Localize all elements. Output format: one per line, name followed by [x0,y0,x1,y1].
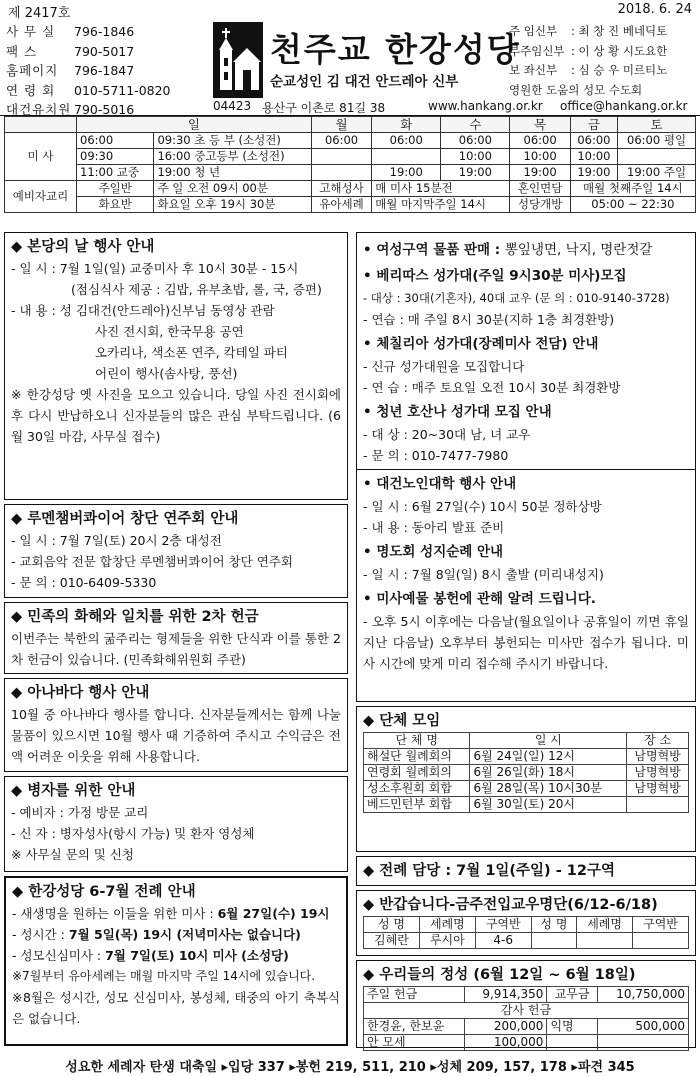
notice-note: ※ 한강성당 옛 사진을 모으고 있습니다. 당일 사진 전시회에 후 다시 반납하오니 신자분들의 많은 관심 부탁드립니다. (6월 30일 마감, 사무실 접수) [11,387,341,444]
table-header-cell: 일 [77,117,312,133]
notice-line: ※7월부터 유아세례는 매월 마지막 주일 14시에 있습니다. [12,969,316,983]
contact-label: 홈페이지 [6,63,59,78]
contact-row [6,22,206,42]
table-cell: 고해성사 [311,181,371,197]
announcement-line: - 신규 성가대원을 모집합니다 [363,359,525,374]
contact-row [6,61,206,81]
table-row [364,797,689,813]
table-cell: 500,000 [597,1019,688,1035]
announcement-title: • 청년 호산나 성가대 모집 안내 [363,404,552,420]
table-row [364,781,689,797]
announcement-value: 뽕잎냉면, 낙지, 명란젓갈 [504,242,653,258]
table-header-cell: 단 체 명 [364,733,470,749]
table-cell [547,1035,597,1051]
table-cell: 성소후원회 회합 [364,781,470,797]
clergy-list [509,22,699,100]
clergy-name: : 최 창 진 베네딕토 [571,24,668,38]
table-cell: 매월 첫째주일 14시 [570,181,695,197]
table-cell: 해설단 월례회의 [364,749,470,765]
table-header-cell: 구역반 [633,917,689,933]
notice-title: ◆ 본당의 날 행사 안내 [11,239,155,255]
contact-value: 010-5711-0820 [74,82,171,98]
line-label: - 새생명을 원하는 이들을 위한 미사 : [12,906,218,921]
table-row [5,165,696,181]
line-label: - 성모신심미사 : [12,948,106,963]
offering-panel [356,960,696,1048]
address: 용산구 이촌로 81길 38 [262,101,386,115]
notice-text: 10월 중 아나바다 행사를 합니다. 신자분들께서는 함께 나눌 물품이 있으시면 10월 행사 때 기증하여 주시고 수익금은 전액 어려운 이웃을 위해 사용합니다. [11,707,341,764]
notice-title: ◆ 아나바다 행사 안내 [11,685,150,701]
line-value: 7월 7일(토) 10시 미사 (소성당) [105,948,289,963]
table-cell: 주일반 [77,181,154,197]
table-header-cell: 성 명 [364,917,420,933]
table-header-row [364,917,689,933]
notice-title: ◆ 병자를 위한 안내 [11,783,136,799]
announcement-line: - 일 시 : 6월 27일(수) 10시 50분 정하상방 [363,499,602,514]
clergy-row [509,22,699,42]
table-cell: 4-6 [475,933,531,949]
table-header-cell: 수 [441,117,510,133]
table-cell [311,149,371,165]
table-header-cell: 성 명 [531,917,576,933]
table-cell: 19:00 [510,165,570,181]
notice-title: ◆ 루멘챔버콰이어 창단 연주회 안내 [11,511,239,527]
table-row [364,1019,689,1035]
table-cell: 유아세례 [311,197,371,213]
table-cell: 19:00 [372,165,441,181]
table-cell: 남명혁방 [627,749,689,765]
panel-title: ◆ 우리들의 정성 (6월 12일 ~ 6월 18일) [363,967,636,983]
offering-table [363,986,689,1051]
table-cell: 베드민턴부 회합 [364,797,470,813]
row-label: 미 사 [5,133,77,181]
table-cell: 익명 [547,1019,597,1035]
address-bar [0,98,700,116]
table-row [364,1035,689,1051]
table-cell: 감사 헌금 [364,1003,689,1019]
notice-line: 어린이 행사(솜사탕, 풍선) [95,366,238,381]
announcement-title: • 명도회 성지순례 안내 [363,544,504,560]
table-header-cell: 토 [618,117,696,133]
clergy-row [509,42,699,62]
mass-schedule-table [4,116,696,213]
table-header-cell: 구역반 [475,917,531,933]
table-cell: 06:00 [570,133,617,149]
notice-title: ◆ 민족의 화해와 일치를 위한 2차 헌금 [11,609,259,625]
group-meetings-table [363,732,689,813]
notice-line [12,924,340,945]
table-row [364,749,689,765]
table-cell [597,1035,688,1051]
clergy-row [509,61,699,81]
table-row [5,197,696,213]
table-cell: 19:00 [570,165,617,181]
table-cell: 교무금 [547,987,597,1003]
announcement-title [363,238,689,262]
contact-label: 대건유치원 [6,102,72,117]
announcement-title: • 베리따스 성가대(주일 9시30분 미사)모집 [363,268,627,284]
announcement-line: - 대 상 : 20~30대 남, 녀 교우 [363,427,531,442]
email-link[interactable]: office@hankang.or.kr [560,99,688,113]
clergy-role: 보 좌신부 [509,63,558,77]
announcement-title: • 체칠리아 성가대(장례미사 전담) 안내 [363,336,599,352]
liturgy-notice [4,876,348,1046]
table-cell: 10:00 [510,149,570,165]
table-cell: 200,000 [465,1019,547,1035]
table-header-cell: 장 소 [627,733,689,749]
clergy-name: : 심 승 우 미르티노 [571,63,668,77]
church-icon [213,22,263,98]
welcome-panel [356,890,696,956]
issue-number: 제 2417호 [8,6,71,21]
collection-notice [4,602,348,674]
notice-line: - 내 용 : 성 김대건(안드레아)신부님 동영상 관람 [11,303,275,318]
announcement-label: • 여성구역 물품 판매 : [363,242,505,258]
table-cell: 루시아 [419,933,475,949]
table-cell [372,149,441,165]
clergy-role: 부주임신부 [509,43,565,58]
website-link[interactable]: www.hankang.or.kr [428,99,543,113]
table-header-cell: 세례명 [419,917,475,933]
table-cell: 6월 24일(일) 12시 [470,749,627,765]
table-cell: 연령회 월례회의 [364,765,470,781]
notice-line: (점심식사 제공 : 김밥, 유부초밥, 롤, 국, 증편) [71,282,322,297]
table-cell: 19:00 [441,165,510,181]
parish-day-notice [4,232,348,500]
announcement-line: - 연습 : 매 주일 8시 30분(지하 1층 최경환방) [363,312,615,327]
announcement-line: - 대상 : 30대(기혼자), 40대 교우 (문 의 : 010-9140-3728) [363,291,670,305]
table-row [364,765,689,781]
panel-title: ◆ 전례 담당 : 7월 1일(주일) - 12구역 [363,863,615,879]
notice-note: ※8월은 성시간, 성모 신심미사, 봉성체, 태중의 아기 축복식은 없습니다. [12,990,340,1026]
table-cell: 09:30 [77,149,154,165]
table-cell: 혼인면담 [510,181,570,197]
panel-title: ◆ 단체 모임 [363,713,441,729]
table-row [364,933,689,949]
table-cell: 주 일 오전 09시 00분 [154,181,311,197]
group-meetings-panel [356,706,696,852]
contact-value: 796-1847 [74,63,135,78]
notice-text: 이번주는 북한의 굶주리는 형제들을 위한 단식과 이를 통한 2차 헌금이 있습니다. (민족화해위원회 주관) [11,631,341,667]
notice-line [12,945,340,966]
table-cell: 11:00 교중 [77,165,154,181]
table-cell: 06:00 [77,133,154,149]
table-row [5,133,696,149]
issue-date: 2018. 6. 24 [617,2,692,17]
table-cell: 10:00 [570,149,617,165]
table-header-row [364,733,689,749]
notice-line: 사진 전시회, 한국무용 공연 [95,324,244,339]
table-cell [311,165,371,181]
table-header-cell [5,117,77,133]
table-header-cell: 목 [510,117,570,133]
notice-line: - 문 의 : 010-6409-5330 [11,575,157,590]
clergy-name: : 이 상 황 시도요한 [571,43,668,58]
notice-line: - 예비자 : 가정 방문 교리 [11,805,149,820]
table-cell: 06:00 [441,133,510,149]
table-cell: 100,000 [465,1035,547,1051]
table-cell: 주일 헌금 [364,987,465,1003]
contact-row [6,42,206,62]
liturgy-duty-panel [356,856,696,886]
table-cell: 16:00 중고등부 (소성전) [154,149,311,165]
contact-value: 790-5017 [74,43,135,59]
table-header-cell: 일 시 [470,733,627,749]
announcement-text: - 오후 5시 이후에는 다음날(월요일이나 공휴일이 끼면 휴일 지난 다음날) 오후부터 봉헌되는 미사만 접수가 됩니다. 미사 시간에 맞게 미리 접수해 주시기 바랍니다. [363,614,689,671]
new-members-table [363,916,689,949]
announcement-title: • 미사예물 봉헌에 관해 알려 드립니다. [363,591,596,607]
table-cell: 김혜란 [364,933,420,949]
concert-notice [4,504,348,598]
notice-line: 오카리나, 색소폰 연주, 칵테일 파티 [95,345,288,360]
table-cell: 9,914,350 [465,987,547,1003]
line-value: 6월 27일(수) 19시 [217,906,330,921]
table-header-cell: 화 [372,117,441,133]
table-cell [633,933,689,949]
table-row [364,987,689,1003]
notice-title: ◆ 한강성당 6-7월 전례 안내 [12,884,196,900]
page-title: 천주교 한강성당 [270,30,521,69]
announcement-line: - 연 습 : 매주 토요일 오전 10시 30분 최경환방 [363,380,621,395]
clergy-role: 주 임신부 [509,24,558,38]
contact-label: 팩 스 [6,43,38,59]
table-cell: 6월 28일(목) 10시30분 [470,781,627,797]
table-cell: 성당개방 [510,197,570,213]
table-cell: 19:00 청 년 [154,165,311,181]
table-cell: 매 미사 15분전 [372,181,510,197]
header-top [0,0,700,20]
contact-label: 연 령 회 [6,82,56,98]
contact-label: 사 무 실 [6,24,56,39]
table-cell: 화요일 오후 19시 30분 [154,197,311,213]
table-header-cell: 금 [570,117,617,133]
table-cell: 화요반 [77,197,154,213]
line-value: 7월 5일(목) 19시 (저녁미사는 없습니다) [68,927,301,942]
order-name: 영원한 도움의 성모 수도회 [509,82,643,97]
announcement-line: - 내 용 : 동아리 발표 준비 [363,520,505,535]
church-logo [213,22,263,98]
notice-line: ※ 사무실 문의 및 신청 [11,847,134,862]
sick-care-notice [4,776,348,872]
table-cell: 남명혁방 [627,781,689,797]
table-row [5,149,696,165]
announcement-line: - 문 의 : 010-7477-7980 [363,448,509,463]
notice-line: - 교회음악 전문 합창단 루멘챔버콰이어 창단 연주회 [11,554,293,569]
table-cell: 06:00 [372,133,441,149]
table-cell: 06:00 [311,133,371,149]
announcement-title: • 대건노인대학 행사 안내 [363,476,517,492]
table-cell: 한경윤, 한보윤 [364,1019,465,1035]
announcement-line: - 일 시 : 7월 8일(일) 8시 출발 (미리내성지) [363,567,604,582]
contact-value: 790-5016 [74,102,135,117]
footer-hymns: 성요한 세례자 탄생 대축일 ▸입당 337 ▸봉헌 219, 511, 210 ▸성체 209, 157, 178 ▸파견 345 [65,1060,635,1075]
table-cell: 05:00 ~ 22:30 [570,197,695,213]
divider [357,469,695,470]
table-cell: 안 모세 [364,1035,465,1051]
panel-title: ◆ 반갑습니다-금주전입교우명단(6/12-6/18) [363,897,658,913]
table-cell [627,797,689,813]
table-cell: 6월 30일(토) 20시 [470,797,627,813]
table-cell: 06:00 평일 [618,133,696,149]
line-label: - 성시간 : [12,927,69,942]
table-cell: 06:00 [510,133,570,149]
table-row [364,1003,689,1019]
table-header-row [5,117,696,133]
notice-line: - 일 시 : 7월 1일(일) 교중미사 후 10시 30분 - 15시 [11,261,299,276]
table-cell: 19:00 주일 [618,165,696,181]
table-cell: 10,750,000 [597,987,688,1003]
table-cell [531,933,576,949]
notice-line: - 일 시 : 7월 7일(토) 20시 2층 대성전 [11,533,222,548]
table-header-cell: 월 [311,117,371,133]
table-cell: 09:30 초 등 부 (소성전) [154,133,311,149]
table-cell: 10:00 [441,149,510,165]
notice-line: - 신 자 : 병자성사(항시 가능) 및 환자 영성체 [11,826,255,841]
announcements-panel [356,232,696,702]
table-cell [577,933,633,949]
table-cell: 남명혁방 [627,765,689,781]
postcode: 04423 [213,99,252,113]
table-cell: 6월 26일(화) 18시 [470,765,627,781]
row-label: 예비자교리 [5,181,77,213]
table-row [5,181,696,197]
contact-value: 796-1846 [74,24,135,39]
notice-line [12,903,340,924]
table-cell: 매월 마지막주일 14시 [372,197,510,213]
page-subtitle: 순교성인 김 대건 안드레아 신부 [270,74,459,90]
table-header-cell: 세례명 [577,917,633,933]
anabada-notice [4,678,348,772]
table-cell [618,149,696,165]
